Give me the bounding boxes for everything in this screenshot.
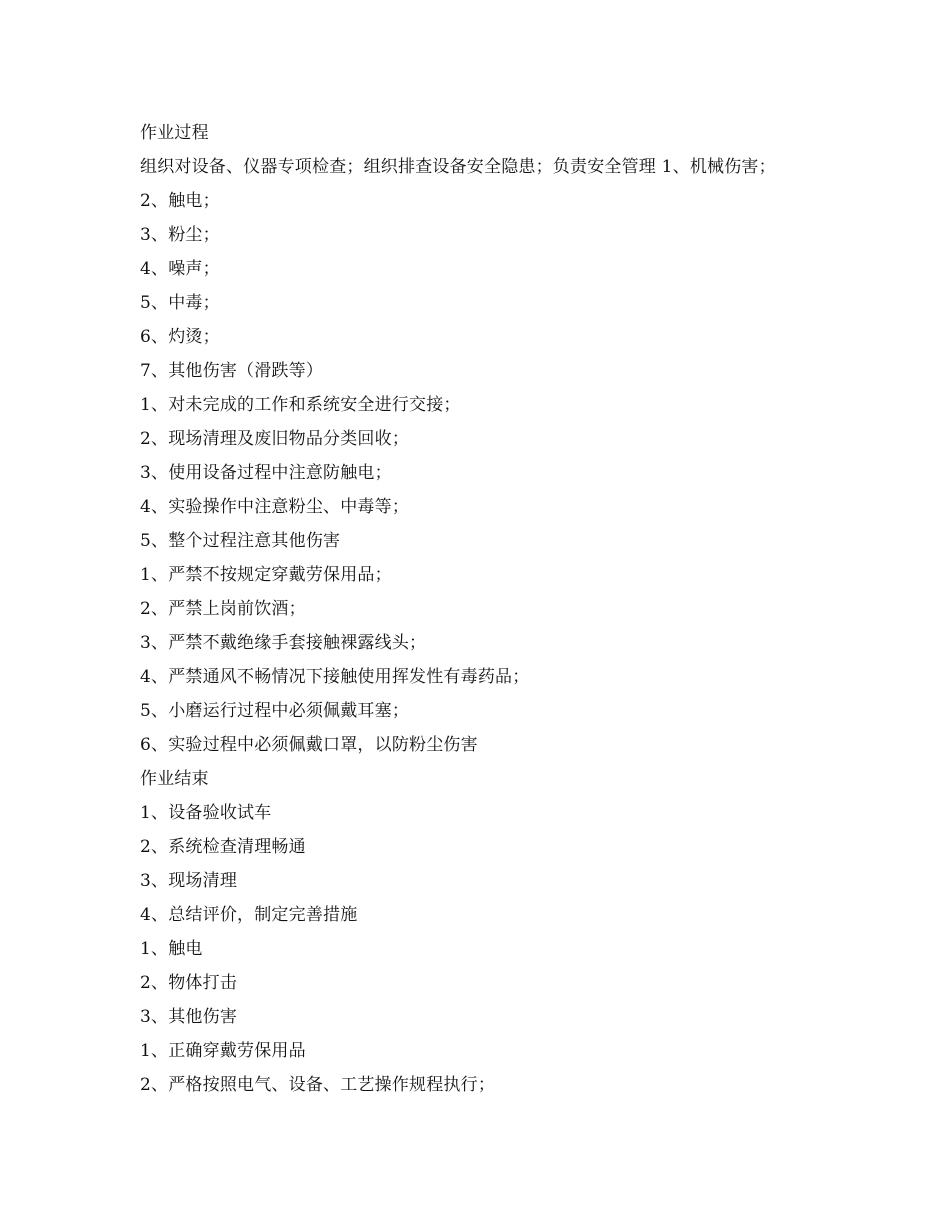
text-line: 7、其他伤害（滑跌等） [140, 361, 324, 381]
text-line: 3、严禁不戴绝缘手套接触裸露线头； [140, 633, 427, 653]
text-line: 2、触电； [140, 191, 220, 211]
text-line: 4、严禁通风不畅情况下接触使用挥发性有毒药品； [140, 667, 530, 687]
text-line: 4、实验操作中注意粉尘、中毒等； [140, 497, 410, 517]
text-line: 5、整个过程注意其他伤害 [140, 531, 341, 551]
text-line: 2、物体打击 [140, 973, 238, 993]
text-line: 4、总结评价，制定完善措施 [140, 905, 358, 925]
text-line: 5、小磨运行过程中必须佩戴耳塞； [140, 701, 410, 721]
text-line: 2、现场清理及废旧物品分类回收； [140, 429, 410, 449]
text-line: 4、噪声； [140, 259, 220, 279]
text-line: 1、设备验收试车 [140, 803, 272, 823]
text-line: 2、严禁上岗前饮酒； [140, 599, 306, 619]
section-heading-end: 作业结束 [140, 769, 209, 789]
text-line: 1、正确穿戴劳保用品 [140, 1041, 306, 1061]
section-heading-process: 作业过程 [140, 123, 209, 143]
text-line: 3、使用设备过程中注意防触电； [140, 463, 392, 483]
text-line: 6、实验过程中必须佩戴口罩，以防粉尘伤害 [140, 735, 478, 755]
text-line: 2、系统检查清理畅通 [140, 837, 306, 857]
text-line: 5、中毒； [140, 293, 220, 313]
text-line: 3、现场清理 [140, 871, 238, 891]
text-line: 1、对未完成的工作和系统安全进行交接； [140, 395, 461, 415]
text-line: 1、严禁不按规定穿戴劳保用品； [140, 565, 392, 585]
text-line: 组织对设备、仪器专项检查；组织排查设备安全隐患；负责安全管理 1、机械伤害； [140, 157, 776, 177]
text-line: 3、粉尘； [140, 225, 220, 245]
text-line: 2、严格按照电气、设备、工艺操作规程执行； [140, 1075, 496, 1095]
text-line: 3、其他伤害 [140, 1007, 238, 1027]
document-body [140, 116, 840, 1102]
text-line: 1、触电 [140, 939, 203, 959]
text-line: 6、灼烫； [140, 327, 220, 347]
